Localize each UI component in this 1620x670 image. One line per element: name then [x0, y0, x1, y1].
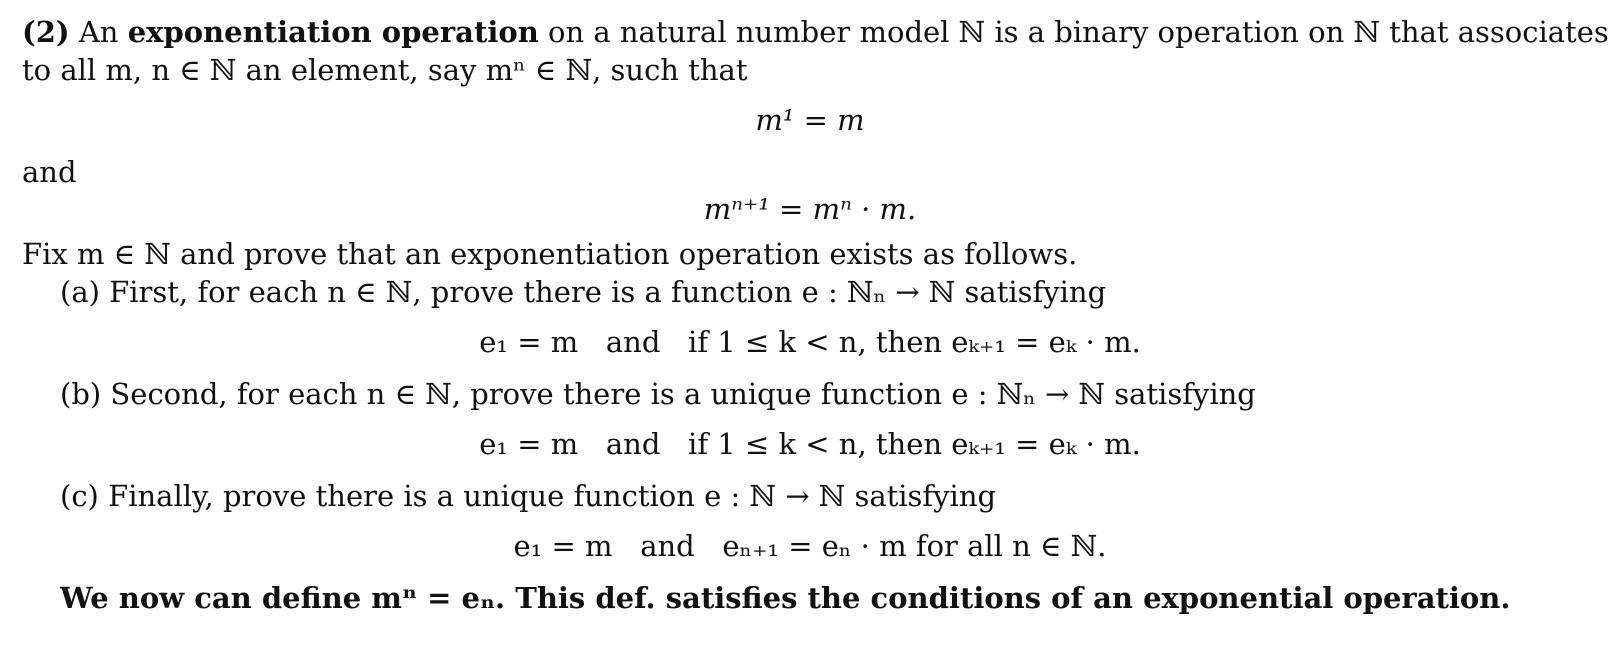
part-b-text: (b) Second, for each n ∈ ℕ, prove there is a unique function e : ℕₙ → ℕ satisfying — [60, 377, 1256, 411]
problem-intro-line-1 — [22, 15, 1609, 49]
and-connector: and — [22, 155, 77, 189]
fix-statement: Fix m ∈ ℕ and prove that an exponentiation operation exists as follows. — [22, 237, 1078, 271]
problem-number: (2) — [22, 15, 70, 49]
part-c-equation: e₁ = m and eₙ₊₁ = eₙ · m for all n ∈ ℕ. — [513, 529, 1107, 563]
problem-intro-line-2: to all m, n ∈ ℕ an element, say mⁿ ∈ ℕ, such that — [22, 53, 748, 87]
part-a-equation: e₁ = m and if 1 ≤ k < n, then eₖ₊₁ = eₖ · m. — [479, 325, 1141, 359]
conclusion-statement: We now can define mⁿ = eₙ. This def. satisfies the conditions of an exponential operation. — [60, 581, 1511, 615]
equation-base-case: m¹ = m — [755, 103, 865, 137]
part-c-text: (c) Finally, prove there is a unique function e : ℕ → ℕ satisfying — [60, 479, 997, 513]
intro-rest: on a natural number model ℕ is a binary operation on ℕ that associates — [548, 15, 1609, 49]
part-a-text: (a) First, for each n ∈ ℕ, prove there is a function e : ℕₙ → ℕ satisfying — [60, 275, 1107, 309]
defined-term: exponentiation operation — [127, 15, 539, 49]
intro-word: An — [78, 15, 119, 49]
part-b-equation: e₁ = m and if 1 ≤ k < n, then eₖ₊₁ = eₖ · m. — [479, 427, 1141, 461]
equation-recursive-case: mⁿ⁺¹ = mⁿ · m. — [703, 192, 917, 226]
